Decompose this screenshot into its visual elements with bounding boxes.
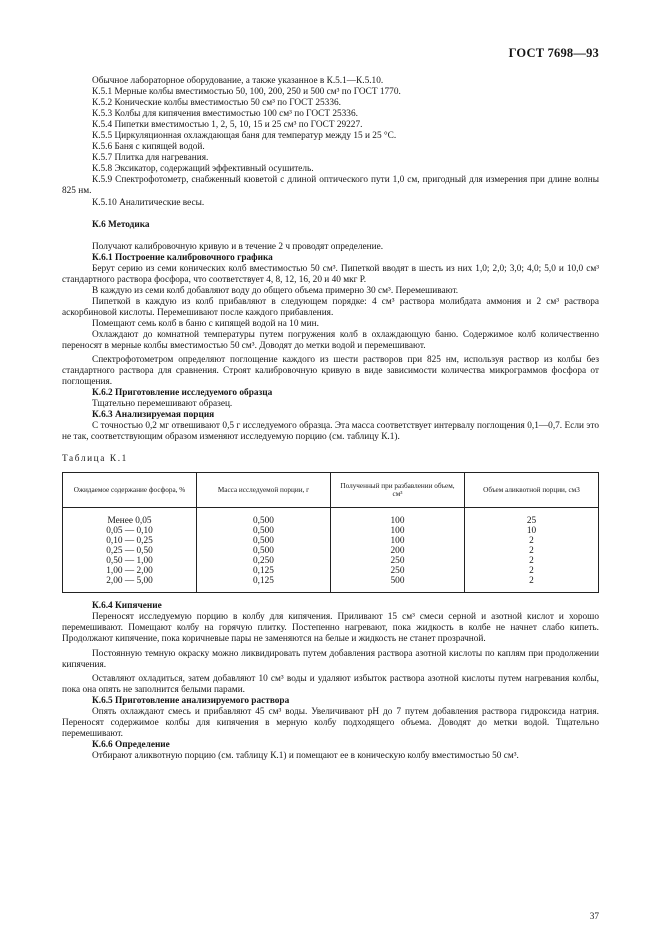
- table-header-cell: Масса исследуемой порции, г: [197, 472, 331, 507]
- equipment-item: К.5.6 Баня с кипящей водой.: [92, 142, 205, 153]
- table-cell: 2: [465, 546, 599, 556]
- document-body: [62, 76, 599, 762]
- paragraph: Оставляют охладиться, затем добавляют 10 см³ воды и удаляют избыток раствора азотной кислоты путем нагревания колбы, пока она опять не заполнится белыми парами.: [62, 673, 599, 695]
- equipment-item: К.5.2 Конические колбы вместимостью 50 см³ по ГОСТ 25336.: [92, 98, 341, 109]
- table-cell: 0,500: [197, 536, 331, 546]
- table-header-row: [63, 472, 599, 507]
- table-cell: 2,00 — 5,00: [63, 576, 197, 593]
- table-cell: 0,500: [197, 546, 331, 556]
- subsection-heading-k6-1: К.6.1 Построение калибровочного графика: [92, 252, 273, 263]
- document-header: ГОСТ 7698—93: [508, 46, 599, 60]
- equipment-item: К.5.1 Мерные колбы вместимостью 50, 100, 200, 250 и 500 см³ по ГОСТ 1770.: [92, 87, 401, 98]
- table-header-cell: Ожидаемое содержание фосфора, %: [63, 472, 197, 507]
- equipment-item: К.5.8 Эксикатор, содержащий эффективный осушитель.: [92, 164, 314, 175]
- table-cell: 200: [331, 546, 465, 556]
- table-cell: 0,10 — 0,25: [63, 536, 197, 546]
- equipment-list: [62, 87, 599, 209]
- table-cell: 100: [331, 526, 465, 536]
- table-row: [63, 556, 599, 566]
- page-number: 37: [589, 912, 599, 922]
- table-row: [63, 507, 599, 526]
- equipment-item: К.5.4 Пипетки вместимостью 1, 2, 5, 10, 15 и 25 см³ по ГОСТ 29227.: [92, 120, 363, 131]
- table-cell: 0,250: [197, 556, 331, 566]
- table-cell: 0,500: [197, 507, 331, 526]
- paragraph: Получают калибровочную кривую и в течение 2 ч проводят определение.: [92, 241, 384, 252]
- table-header-cell: Объем аликвотной порции, см3: [465, 472, 599, 507]
- subsection-heading-k6-5: К.6.5 Приготовление анализируемого раствора: [92, 695, 290, 706]
- table-cell: 0,50 — 1,00: [63, 556, 197, 566]
- equipment-intro: Обычное лабораторное оборудование, а также указанное в К.5.1—К.5.10.: [92, 76, 384, 86]
- equipment-item: К.5.5 Циркуляционная охлаждающая баня для температур между 15 и 25 °С.: [92, 131, 397, 142]
- paragraph: Помещают семь колб в баню с кипящей водой на 10 мин.: [92, 318, 319, 329]
- table-cell: 2: [465, 556, 599, 566]
- table-cell: 0,500: [197, 526, 331, 536]
- table-cell: 10: [465, 526, 599, 536]
- paragraph: Пипеткой в каждую из колб прибавляют в следующем порядке: 4 см³ раствора молибдата аммония и 2 см³ раствора аскорбиновой кислоты. Перемешивают после каждого прибавления.: [62, 296, 599, 318]
- table-cell: 250: [331, 566, 465, 576]
- equipment-item: К.5.10 Аналитические весы.: [92, 197, 205, 208]
- subsection-heading-k6-6: К.6.6 Определение: [92, 739, 170, 750]
- paragraph: Опять охлаждают смесь и прибавляют 45 см³ воды. Увеличивают pH до 7 путем добавления раствора гидроксида натрия. Переносят содержимое колбы для кипячения в мерную колбу подходящего объема. Доводят до метки водой. Тщательно перемешивают.: [62, 706, 599, 739]
- paragraph: Спектрофотометром определяют поглощение каждого из шести растворов при 825 нм, используя раствор из колбы без стандартного раствора для сравнения. Строят калибровочную кривую в виде зависимости количества микрограммов фосфора от поглощения.: [62, 355, 599, 388]
- table-cell: 25: [465, 507, 599, 526]
- table-cell: 100: [331, 536, 465, 546]
- table-row: [63, 526, 599, 536]
- table-cell: Менее 0,05: [63, 507, 197, 526]
- paragraph: В каждую из семи колб добавляют воду до общего объема примерно 30 см³. Перемешивают.: [92, 285, 459, 296]
- paragraph: Охлаждают до комнатной температуры путем погружения колб в охлаждающую баню. Содержимое колб количественно переносят в мерные колбы вместимостью 50 см³. Доводят до метки водой и перемешивают.: [62, 329, 599, 352]
- subsection-heading-k6-2: К.6.2 Приготовление исследуемого образца: [92, 388, 273, 399]
- table-cell: 250: [331, 556, 465, 566]
- paragraph: Переносят исследуемую порцию в колбу для кипячения. Приливают 15 см³ смеси серной и азотной кислот и хорошо перемешивают. Помещают колбу на горячую плитку. Постепенно нагревают, пока жидкость в колбе не начнет слабо кипеть. Продолжают кипячение, пока коричневые пары не заменяются на белые и жидкость не станет прозрачной.: [62, 612, 599, 645]
- section-heading-k6: К.6 Методика: [92, 219, 150, 230]
- equipment-item: К.5.9 Спектрофотометр, снабженный кюветой с длиной оптического пути 1,0 см, пригодный для измерения при длине волны 825 нм.: [62, 175, 599, 197]
- paragraph: Тщательно перемешивают образец.: [92, 399, 233, 410]
- table-cell: 0,05 — 0,10: [63, 526, 197, 536]
- table-cell: 0,125: [197, 576, 331, 593]
- equipment-item: К.5.3 Колбы для кипячения вместимостью 100 см³ по ГОСТ 25336.: [92, 109, 358, 120]
- equipment-item: К.5.7 Плитка для нагревания.: [92, 153, 209, 164]
- table-cell: 100: [331, 507, 465, 526]
- subsection-heading-k6-3: К.6.3 Анализируемая порция: [92, 410, 215, 421]
- table-row: [63, 536, 599, 546]
- table-row: [63, 546, 599, 556]
- paragraph: Постоянную темную окраску можно ликвидировать путем добавления раствора азотной кислоты по каплям при продолжении кипячения.: [62, 648, 599, 670]
- table-cell: 1,00 — 2,00: [63, 566, 197, 576]
- table-row: [63, 576, 599, 593]
- table-row: [63, 566, 599, 576]
- table-cell: 500: [331, 576, 465, 593]
- paragraph: Отбирают аликвотную порцию (см. таблицу К.1) и помещают ее в коническую колбу вместимостью 50 см³.: [92, 750, 519, 761]
- table-caption: Таблица К.1: [62, 454, 128, 465]
- table-header-cell: Полученный при разбавлении объем, см³: [331, 472, 465, 507]
- table-cell: 0,125: [197, 566, 331, 576]
- table-cell: 2: [465, 576, 599, 593]
- paragraph: С точностью 0,2 мг отвешивают 0,5 г исследуемого образца. Эта масса соответствует интервалу поглощения 0,1—0,7. Если это не так, соответствующим образом изменяют исследуемую порцию (см. таблицу К.1).: [62, 421, 599, 443]
- table-cell: 0,25 — 0,50: [63, 546, 197, 556]
- paragraph: Берут серию из семи конических колб вместимостью 50 см³. Пипеткой вводят в шесть из них 1,0; 2,0; 3,0; 4,0; 5,0 и 10,0 см³ стандартного раствора фосфора, что соответствует 4, 8, 12, 16, 20 и 40 мкг Р.: [62, 263, 599, 285]
- table-cell: 2: [465, 536, 599, 546]
- table-cell: 2: [465, 566, 599, 576]
- data-table: [62, 472, 599, 594]
- subsection-heading-k6-4: К.6.4 Кипячение: [92, 601, 162, 612]
